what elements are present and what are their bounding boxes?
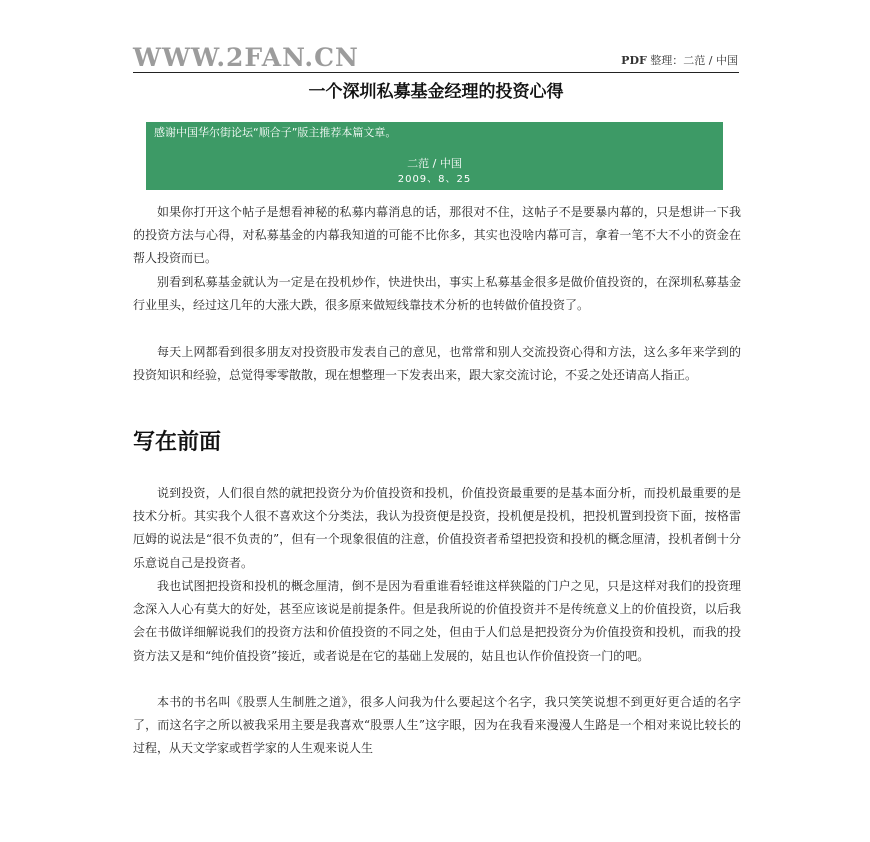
intro-paragraph-1: 如果你打开这个帖子是想看神秘的私募内幕消息的话，那很对不住，这帖子不是要暴内幕的，只是想讲一下我的投资方法与心得，对私募基金的内幕我知道的可能不比你多，其实也没啥内幕可言，拿着一笔不大不小的资金在帮人投资而已。: [133, 205, 741, 266]
section-paragraph-3: 本书的书名叫《股票人生制胜之道》，很多人问我为什么要起这个名字，我只笑笑说想不到更好更合适的名字了，而这名字之所以被我采用主要是我喜欢“股票人生”这字眼，因为在我看来漫漫人生路是一个相对来说比较长的过程，从天文学家或哲学家的人生观来说人生: [133, 695, 741, 756]
banner-date: 2009、8、25: [397, 174, 472, 185]
pdf-credit-prefix: PDF: [621, 54, 647, 67]
banner-thanks-text: 感谢中国华尔街论坛“顺合子”版主推荐本篇文章。: [154, 126, 397, 139]
site-logo: WWW.2FAN.CN: [133, 43, 359, 72]
acknowledgement-banner: [146, 122, 723, 190]
banner-author: 二范 / 中国: [407, 157, 462, 170]
section-heading: 写在前面: [133, 430, 222, 455]
section-paragraph-1: 说到投资，人们很自然的就把投资分为价值投资和投机，价值投资最重要的是基本面分析，而投机最重要的是技术分析。其实我个人很不喜欢这个分类法，我认为投资便是投资，投机便是投机，把投机置到投资下面，按格雷厄姆的说法是“很不负责的”，但有一个现象很值的注意，价值投资者希望把投资和投机的概念厘清，投机者倒十分乐意说自己是投资者。: [133, 486, 741, 570]
intro-paragraph-3: 每天上网都看到很多朋友对投资股市发表自己的意见，也常常和别人交流投资心得和方法，这么多年来学到的投资知识和经验，总觉得零零散散，现在想整理一下发表出来，跟大家交流讨论，不妥之处还请高人指正。: [133, 345, 741, 383]
document-title: 一个深圳私募基金经理的投资心得: [308, 82, 564, 102]
pdf-credit-text: 整理：二范 / 中国: [646, 54, 738, 67]
pdf-credit: [621, 54, 738, 68]
header-divider: [133, 72, 739, 73]
section-paragraph-2: 我也试图把投资和投机的概念厘清，倒不是因为看重谁看轻谁这样狭隘的门户之见，只是这样对我们的投资理念深入人心有莫大的好处，甚至应该说是前提条件。但是我所说的价值投资并不是传统意义上的价值投资，以后我会在书做详细解说我们的投资方法和价值投资的不同之处，但由于人们总是把投资分为价值投资和投机，而我的投资方法又是和“纯价值投资”接近，或者说是在它的基础上发展的，姑且也认作价值投资一门的吧。: [133, 579, 741, 663]
intro-paragraph-2: 别看到私募基金就认为一定是在投机炒作，快进快出，事实上私募基金很多是做价值投资的，在深圳私募基金行业里头，经过这几年的大涨大跌，很多原来做短线靠技术分析的也转做价值投资了。: [133, 275, 741, 313]
